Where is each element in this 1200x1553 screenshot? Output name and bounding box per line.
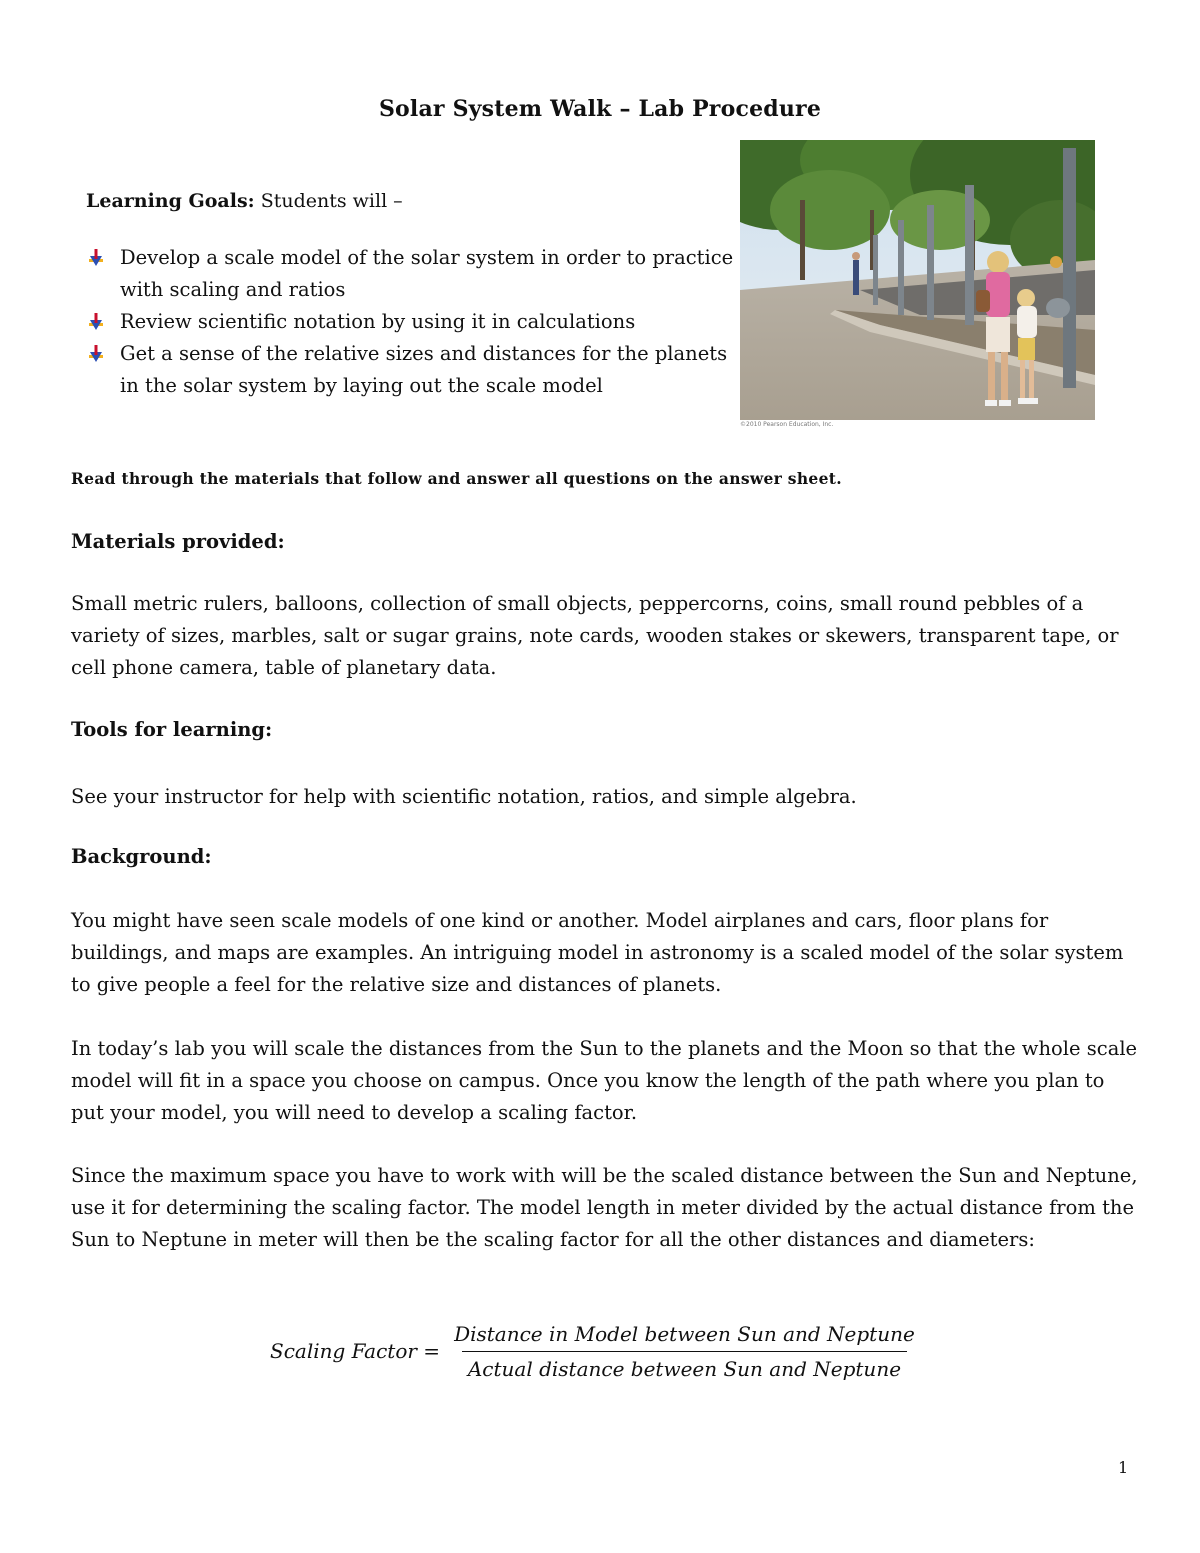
down-arrow-bullet-icon <box>86 344 106 364</box>
background-heading: Background: <box>71 845 212 868</box>
background-paragraph-1: You might have seen scale models of one kind or another. Model airplanes and cars, floor plans for buildings, and maps are examples. An intriguing model in astronomy is a scaled model of the solar system to give people a feel for the relative size and distances of planets. <box>71 909 1124 996</box>
list-item <box>86 306 736 338</box>
background-paragraph-2: In today’s lab you will scale the distances from the Sun to the planets and the Moon so that the whole scale model will fit in a space you choose on campus. Once you know the length of the path where you plan to put your model, you will need to develop a scaling factor. <box>71 1037 1138 1124</box>
learning-goals-label: Learning Goals: <box>86 190 255 212</box>
page-title: Solar System Walk – Lab Procedure <box>378 96 822 122</box>
learning-goal-text: Review scientific notation by using it in calculations <box>120 310 636 333</box>
down-arrow-bullet-icon <box>86 248 106 268</box>
learning-goals-intro: Students will – <box>254 190 403 212</box>
photo-credit: ©2010 Pearson Education, Inc. <box>740 421 834 428</box>
learning-goal-text: Develop a scale model of the solar system in order to practice with scaling and ratios <box>120 246 734 301</box>
learning-goals-list <box>86 242 736 402</box>
scaling-factor-formula <box>0 1316 1200 1386</box>
instruction-text: Read through the materials that follow and answer all questions on the answer sheet. <box>71 469 842 488</box>
learning-goal-text: Get a sense of the relative sizes and distances for the planets in the solar system by laying out the scale model <box>120 342 728 397</box>
formula-denominator: Actual distance between Sun and Neptune <box>462 1351 907 1383</box>
formula-fraction <box>448 1320 921 1383</box>
formula-lhs: Scaling Factor = <box>270 1339 441 1363</box>
learning-goals-heading <box>86 190 403 212</box>
solar-system-walk-photo <box>740 140 1095 420</box>
list-item <box>86 242 736 306</box>
down-arrow-bullet-icon <box>86 312 106 332</box>
materials-heading: Materials provided: <box>71 530 285 553</box>
materials-text: Small metric rulers, balloons, collection of small objects, peppercorns, coins, small round pebbles of a variety of sizes, marbles, salt or sugar grains, note cards, wooden stakes or skewers, transparent tape, or cell phone camera, table of planetary data. <box>71 592 1119 679</box>
tools-text: See your instructor for help with scientific notation, ratios, and simple algebra. <box>71 785 857 808</box>
tools-heading: Tools for learning: <box>71 718 273 741</box>
list-item <box>86 338 736 402</box>
formula-numerator: Distance in Model between Sun and Neptune <box>454 1321 915 1346</box>
background-paragraph-3: Since the maximum space you have to work with will be the scaled distance between the Sun and Neptune, use it for determining the scaling factor. The model length in meter divided by the actual distance from the Sun to Neptune in meter will then be the scaling factor for all the other distances and diameters: <box>71 1164 1138 1251</box>
page-number: 1 <box>1118 1458 1129 1477</box>
